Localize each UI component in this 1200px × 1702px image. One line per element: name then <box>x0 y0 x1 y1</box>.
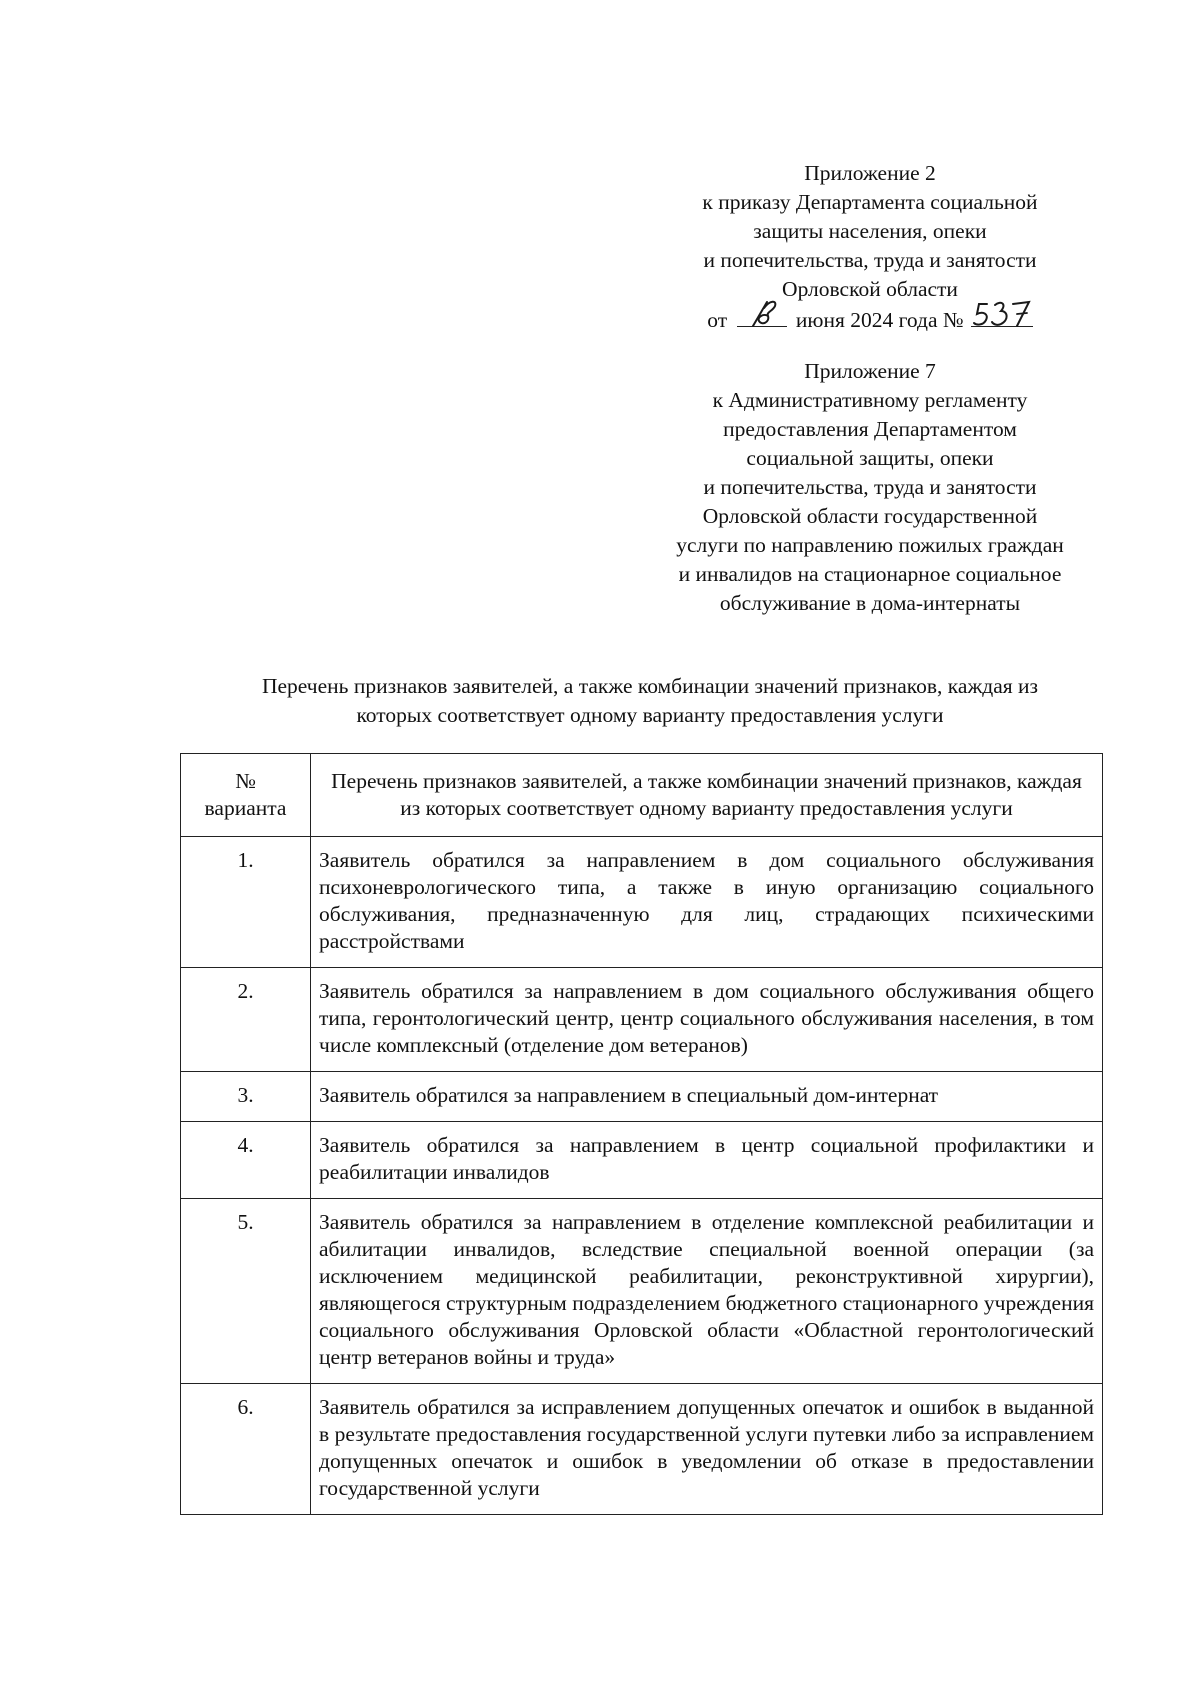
variant-number: 3. <box>181 1072 311 1122</box>
appendix-7-line: предоставления Департаментом <box>723 417 1017 441</box>
appendix-7-line: обслуживание в дома-интернаты <box>719 591 1021 615</box>
handwritten-number-signature <box>971 296 1033 330</box>
variant-number: 1. <box>181 837 311 968</box>
variant-number: 6. <box>181 1384 311 1515</box>
table-row <box>181 1072 1103 1122</box>
appendix-7-line: Приложение 7 <box>804 359 936 383</box>
appendix-2-header <box>640 159 1100 335</box>
appendix-2-line: к приказу Департамента социальной <box>702 190 1038 214</box>
date-month-year: июня 2024 года № <box>795 308 964 332</box>
appendix-2-line: защиты населения, опеки <box>753 219 987 243</box>
variants-table <box>180 753 1103 1515</box>
appendix-7-line: услуги по направлению пожилых граждан <box>676 533 1064 557</box>
header-num-word: варианта <box>204 796 287 820</box>
variant-number: 2. <box>181 968 311 1072</box>
variant-description: Заявитель обратился за направлением в специальный дом-интернат <box>311 1072 1103 1122</box>
appendix-7-header <box>630 357 1110 618</box>
header-num-sign: № <box>235 769 256 793</box>
appendix-7-line: и инвалидов на стационарное социальное <box>678 562 1062 586</box>
header-description: Перечень признаков заявителей, а также комбинации значений признаков, каждая из которых соответствует одному варианту предоставления услуги <box>311 754 1103 837</box>
variant-description: Заявитель обратился за направлением в дом социального обслуживания психоневрологического типа, а также в иную организацию социального обслуживания, предназначенную для лиц, страдающих психическими расстройствами <box>311 837 1103 968</box>
table-row <box>181 968 1103 1072</box>
variant-number: 4. <box>181 1122 311 1199</box>
table-row <box>181 1122 1103 1199</box>
appendix-7-line: социальной защиты, опеки <box>746 446 994 470</box>
variant-description: Заявитель обратился за направлением в центр социальной профилактики и реабилитации инвалидов <box>311 1122 1103 1199</box>
table-row <box>181 1384 1103 1515</box>
variant-description: Заявитель обратился за направлением в дом социального обслуживания общего типа, геронтологический центр, центр социального обслуживания населения, в том числе комплексный (отделение дом ветеранов) <box>311 968 1103 1072</box>
date-prefix: от <box>707 308 728 332</box>
variant-description: Заявитель обратился за исправлением допущенных опечаток и ошибок в выданной в результате предоставления государственной услуги путевки либо за исправлением допущенных опечаток и ошибок в уведомлении об отказе в предоставлении государственной услуги <box>311 1384 1103 1515</box>
title-line-2: которых соответствует одному варианту предоставления услуги <box>356 703 944 727</box>
table-row <box>181 837 1103 968</box>
table-row <box>181 1199 1103 1384</box>
appendix-2-line: и попечительства, труда и занятости <box>703 248 1037 272</box>
order-date-line <box>640 304 1100 335</box>
table-header-row <box>181 754 1103 837</box>
variant-description: Заявитель обратился за направлением в отделение комплексной реабилитации и абилитации инвалидов, вследствие специальной военной операции (за исключением медицинской реабилитации, реконструктивной хирургии), являющегося структурным подразделением бюджетного стационарного учреждения социального обслуживания Орловской области «Областной геронтологический центр ветеранов войны и труда» <box>311 1199 1103 1384</box>
appendix-2-line: Приложение 2 <box>804 161 936 185</box>
header-variant-number <box>181 754 311 837</box>
date-day-field <box>737 304 787 327</box>
appendix-7-line: Орловской области государственной <box>702 504 1038 528</box>
title-line-1: Перечень признаков заявителей, а также комбинации значений признаков, каждая из <box>261 674 1039 698</box>
order-number-field <box>971 304 1033 327</box>
handwritten-day-signature <box>737 296 787 330</box>
variant-number: 5. <box>181 1199 311 1384</box>
appendix-7-line: к Административному регламенту <box>712 388 1028 412</box>
document-title <box>170 672 1130 730</box>
appendix-7-line: и попечительства, труда и занятости <box>703 475 1037 499</box>
appendix-2-line: Орловской области <box>782 277 958 301</box>
